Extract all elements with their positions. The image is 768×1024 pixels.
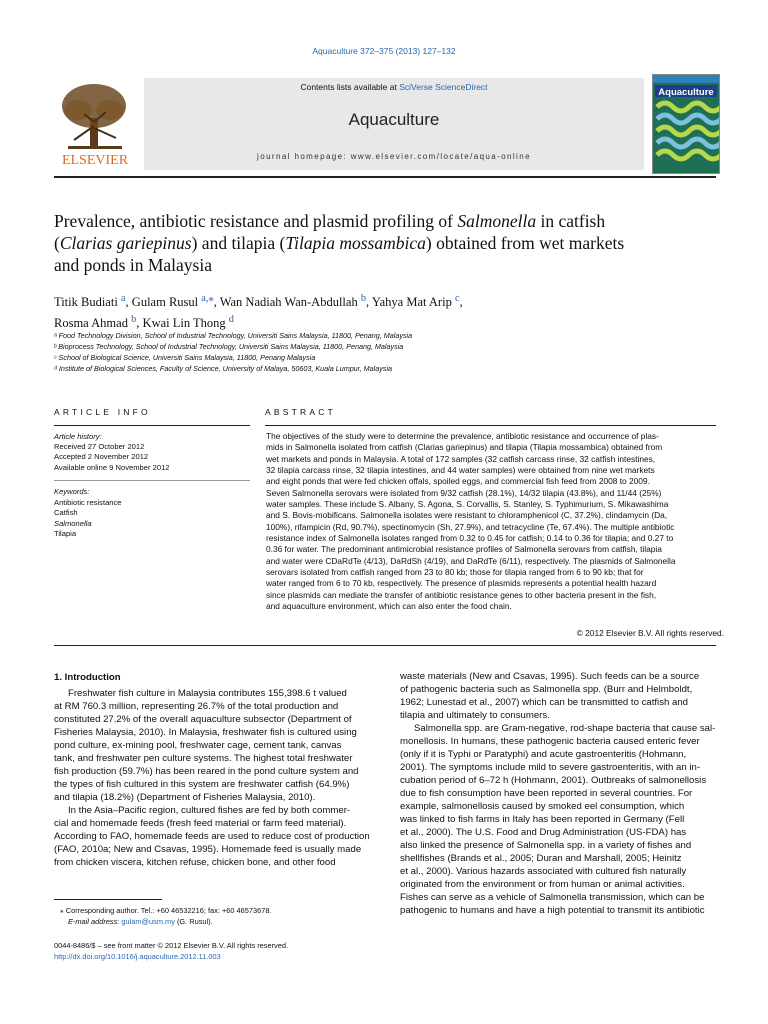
author-list: Titik Budiati $^a$, Gulam Rusul $^{a,⁎}$, Wan Nadiah Wan-Abdullah $^b$, Yahya Mat Arip $^c$, Rosma Ahmad $^b$, Kwai Lin Thong $^d$ [54, 293, 463, 331]
body-line: at RM 760.3 million, representing 26.7% of the total production and [54, 701, 339, 712]
abstract-body [266, 431, 724, 613]
affiliation-marker[interactable]: c [454, 293, 460, 304]
elsevier-logo [54, 78, 136, 170]
corresponding-author-note: ⁎ Corresponding author. Tel.: +60 46532216; fax: +60 46573678. [60, 906, 272, 915]
body-line: tilapia and ultimately to consumers. [400, 710, 550, 721]
keyword: Tilapia [54, 529, 77, 539]
body-line: from chicken viscera, kitchen refuse, chicken bone, and other food [54, 857, 336, 868]
abstract-line: resistance index of Salmonella isolates ranged from 0.32 to 0.45 for catfish; 0.14 to 0.36 for tilapia; and 0.27 to [266, 533, 674, 544]
body-line: pond culture, ex-mining pool, freshwater cage, cement tank, canvas [54, 740, 342, 751]
keywords [54, 487, 250, 540]
body-line: monellosis. In humans, these pathogenic bacteria caused enteric fever [400, 736, 700, 747]
body-line: pathogenic to humans and have a high potential to transmit its antibiotic [400, 905, 705, 916]
abstract-line: 32 tilapia carcass rinse, 32 tilapia intestines, and 44 water samples) were obtained from nine wet markets [266, 465, 655, 476]
header-rule [54, 176, 716, 178]
author-name: Rosma Ahmad [54, 316, 128, 331]
article-info-heading: ARTICLE INFO [54, 407, 151, 417]
body-line: 1962; Lunestad et al., 2007) which can be transmitted to catfish and [400, 697, 688, 708]
journal-title: Aquaculture [348, 110, 440, 129]
contents-prefix: Contents lists available at [300, 82, 400, 92]
homepage-line [144, 152, 644, 161]
author-name: , Wan Nadiah Wan-Abdullah [213, 295, 358, 310]
journal-reference-link[interactable]: Aquaculture 372–375 (2013) 127–132 [312, 46, 456, 56]
affiliation-line: ᵇ Bioprocess Technology, School of Industrial Technology, Universiti Sains Malaysia, 11800, Penang, Malaysia [54, 342, 404, 351]
footnote [54, 905, 392, 927]
front-matter [54, 940, 392, 962]
body-line: also linked the presence of Salmonella spp. in a variety of fishes and [400, 840, 692, 851]
affiliation-marker[interactable]: a [120, 293, 126, 304]
affiliation-line: ᵃ Food Technology Division, School of Industrial Technology, Universiti Sains Malaysia, 11800, Penang, Malaysia [54, 331, 413, 340]
affiliation-marker[interactable]: a,⁎ [201, 293, 214, 304]
affiliation-line: ᶜ School of Biological Science, Universiti Sains Malaysia, 11800, Penang Malaysia [54, 353, 316, 362]
body-line: (FAO, 2010a; New and Csavas, 1995). Homemade feed is usually made [54, 844, 362, 855]
homepage-prefix: journal homepage: [257, 152, 351, 161]
body-line: According to FAO, homemade feeds are used to reduce cost of production [54, 831, 370, 842]
keyword: Catfish [54, 508, 78, 518]
abstract-line: and S. Bovis-mobificans. Salmonella isolates were resistant to chloramphenicol (C, 37.2%), clindamycin (Da, [266, 510, 668, 521]
body-line: constituted 27.2% of the overall aquaculture subsector (Department of [54, 714, 352, 725]
email-line: E-mail address: gulam@usm.my (G. Rusul). [68, 917, 213, 926]
body-line: cial and homemade feeds (fresh feed material or farm feed material). [54, 818, 347, 829]
article-info-rule [54, 425, 250, 426]
history-item: Accepted 2 November 2012 [54, 452, 149, 462]
abstract-line: 0.36 for water. The predominant antimicrobial resistance profiles of Salmonella serovars from catfish, tilapia [266, 544, 662, 555]
body-line: the types of fish cultured in this system are freshwater catfish (64.9%) [54, 779, 350, 790]
homepage-url-link[interactable]: www.elsevier.com/locate/aqua-online [350, 152, 531, 161]
corresponding-author-marker[interactable]: ⁎ [208, 293, 214, 304]
history-label: Article history: [54, 432, 102, 441]
abstract-line: wet markets and ponds in Malaysia. A total of 172 samples (32 catfish carcass rinse, 32 catfish intestines, [266, 453, 656, 464]
body-line: Fisheries Malaysia, 2010). In Malaysia, freshwater fish is cultured using [54, 727, 357, 738]
abstract-line: water ranged from 6 to 70 kb, respectively. The presence of plasmids represents a potential health hazard [266, 578, 657, 589]
history-rule [54, 480, 250, 481]
author-name: Titik Budiati [54, 295, 118, 310]
keywords-label: Keywords: [54, 487, 90, 496]
email-link[interactable]: gulam@usm.my [121, 917, 175, 926]
body-line: 2001). The symptoms include mild to severe gastroenteritis, with an in- [400, 762, 701, 773]
abstract-line: water samples. These include S. Albany, S. Agona, S. Corvallis, S. Stanley, S. Typhimurium, S. Mikawashima [266, 499, 669, 510]
body-line: waste materials (New and Csavas, 1995). Such feeds can be a source [400, 671, 700, 682]
body-line: tank, and freshwater pen culture systems. The highest total freshwater [54, 753, 353, 764]
abstract-line: The objectives of the study were to determine the prevalence, antibiotic resistance and occurrence of plas- [266, 431, 659, 441]
cover-title: Aquaculture [658, 87, 714, 98]
keyword: Salmonella [54, 518, 92, 528]
elsevier-wordmark: ELSEVIER [61, 153, 129, 168]
affiliation-marker[interactable]: d [228, 314, 234, 326]
article-history [54, 432, 250, 473]
body-line: Freshwater fish culture in Malaysia contributes 155,398.6 t valued [68, 688, 347, 699]
body-column-left [54, 687, 392, 869]
journal-header-box [144, 78, 644, 170]
body-column-right [400, 670, 726, 917]
abstract-line: and water were CDaRdTe (4/13), DaRdSh (4/19), and DaRdTe (6/11), respectively. The plasmids of Salmonella [266, 555, 676, 566]
body-line: cubation period of 6–72 h (Hohmann, 2001). Outbreaks of salmonellosis [400, 775, 707, 786]
body-line: fish production (59.7%) has been reared in the pond culture system and [54, 766, 359, 777]
keyword: Antibiotic resistance [54, 497, 122, 507]
abstract-line: Seven Salmonella serovars were isolated from 9/32 catfish (28.1%), 14/32 tilapia (43.8%), and 11/44 (25%) [266, 487, 662, 498]
body-line: of pathogenic bacteria such as Salmonella spp. (Burr and Helmboldt, [400, 684, 693, 695]
sciencedirect-link[interactable]: SciVerse ScienceDirect [399, 82, 488, 92]
section-heading-introduction: 1. Introduction [54, 672, 121, 683]
body-line: was linked to fish farms in Italy has been reported in Germany (Fell [400, 814, 685, 825]
abstract-line: serovars isolated from catfish ranged from 23 to 80 kb; those for tilapia ranged from 6 to 90 kb; that for [266, 567, 644, 578]
copyright: © 2012 Elsevier B.V. All rights reserved. [576, 628, 724, 638]
abstract-line: mids in Salmonella isolated from catfish (Clarias gariepinus) and tilapia (Tilapia mossambica) obtained from [266, 442, 663, 453]
body-line: Salmonella spp. are Gram-negative, rod-shape bacteria that cause sal- [414, 723, 716, 734]
body-line: shellfishes (Brands et al., 2005; Duran and Marshall, 2005; Heinitz [400, 853, 682, 864]
affiliation-line: ᵈ Institute of Biological Sciences, Faculty of Science, University of Malaya, 50603, Kuala Lumpur, Malaysia [54, 364, 393, 373]
body-line: Fishes can serve as a vehicle of Salmonella transmission, which can be [400, 892, 705, 903]
body-line: et al., 2000). Various hazards associated with cultured fish naturally [400, 866, 687, 877]
email-label: E-mail address: [68, 917, 122, 926]
abstract-line: since plasmids can mediate the transfer of antibiotic resistance genes to other bacteria present in the fish, [266, 589, 657, 600]
doi-link[interactable]: http://dx.doi.org/10.1016/j.aquaculture.2012.11.003 [54, 952, 221, 961]
footnote-rule [54, 899, 162, 900]
abstract-line: and eight ponds that were fed chicken offals, spoiled eggs, and commercial fish feed from 2008 to 2009. [266, 476, 650, 487]
article-title: Prevalence, antibiotic resistance and plasmid profiling of Salmonella in catfish (Clarias gariepinus) and tilapia (Tilapia mossambica) obtained from wet markets and ponds in Malaysia [54, 211, 625, 275]
abstract-line: and aquaculture environment, which can also enter the food chain. [266, 601, 512, 612]
elsevier-tree-icon [62, 84, 126, 149]
body-line: originated from the environment or from human or animal activities. [400, 879, 685, 890]
affiliations [54, 330, 716, 374]
body-line: In the Asia–Pacific region, cultured fishes are fed by both commer- [68, 805, 351, 816]
affiliation-marker[interactable]: b [131, 314, 137, 326]
abstract-bottom-rule [54, 645, 716, 646]
body-line: et al., 2000). The U.S. Food and Drug Administration (US-FDA) has [400, 827, 687, 838]
body-line: and tilapia (18.2%) (Department of Fisheries Malaysia, 2010). [54, 792, 316, 803]
body-line: due to fish consumption have been reported in several countries. For [400, 788, 693, 799]
author-name: , Yahya Mat Arip [366, 295, 452, 310]
body-line: example, salmonellosis caused by smoked eel consumption, which [400, 801, 685, 812]
history-item: Available online 9 November 2012 [54, 462, 170, 472]
abstract-line: 100%), rifampicin (Rd, 90.7%), spectinomycin (Sh, 27.9%), and tetracycline (Te, 67.4%). The multiple antibiotic [266, 521, 675, 532]
history-item: Received 27 October 2012 [54, 442, 145, 452]
author-name: , Gulam Rusul [125, 295, 199, 310]
masthead [54, 78, 716, 170]
journal-cover-image [652, 74, 720, 174]
contents-line [144, 82, 644, 92]
author-name: , Kwai Lin Thong [136, 316, 226, 331]
issn-line: 0044-8486/$ – see front matter © 2012 Elsevier B.V. All rights reserved. [54, 941, 288, 950]
abstract-rule [265, 425, 716, 426]
abstract-heading: ABSTRACT [265, 407, 336, 417]
affiliation-marker[interactable]: b [360, 293, 367, 304]
body-line: (only if it is Typhi or Paratyphi) and acute gastroenteritis (Hohmann, [400, 749, 687, 760]
